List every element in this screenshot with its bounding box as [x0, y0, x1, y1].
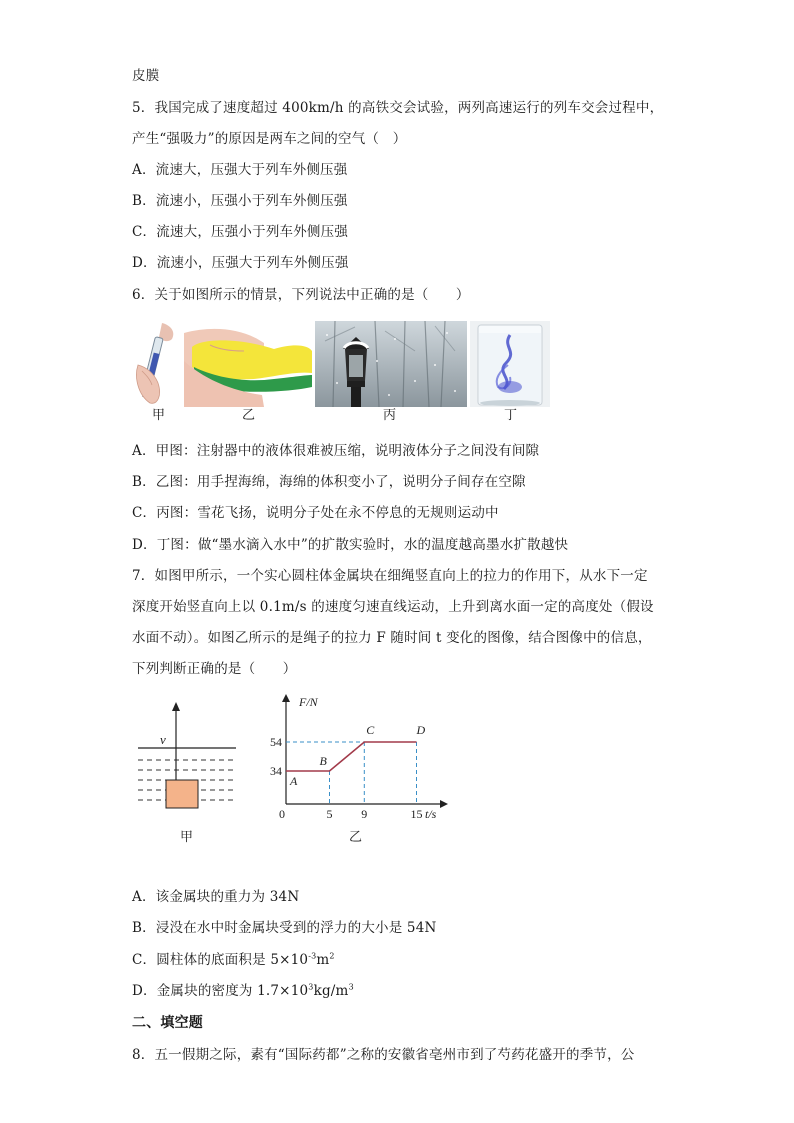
x-axis-label: t/s	[425, 807, 437, 821]
text-line: 皮膜	[132, 68, 160, 84]
question-5-option-a: A．流速大，压强大于列车外侧压强	[132, 162, 348, 178]
question-7-line-3: 水面不动）。如图乙所示的是绳子的拉力 F 随时间 t 变化的图像，结合图像中的信息，	[132, 630, 652, 646]
y-axis-arrow-icon	[282, 694, 290, 702]
option-c-text: C．圆柱体的底面积是 5×10	[132, 952, 309, 968]
force-series-line	[286, 742, 417, 771]
y-tick-label-34: 34	[270, 764, 282, 778]
option-d-unit-exponent: 3	[348, 982, 354, 992]
force-time-graph	[270, 694, 448, 844]
syringe-photo	[132, 321, 182, 407]
caption-yi-figure: 乙	[349, 829, 363, 844]
x-tick-label-5: 5	[326, 807, 333, 821]
option-d-text: D．金属块的密度为 1.7×10	[132, 983, 309, 999]
y-axis-label: F/N	[299, 695, 318, 709]
point-label-B: B	[319, 754, 327, 768]
option-d-unit: kg/m	[313, 983, 349, 999]
velocity-label: v	[160, 732, 166, 747]
question-6-photos	[132, 321, 552, 425]
question-7-option-c	[132, 950, 335, 970]
option-c-unit: m	[316, 952, 330, 968]
question-7-option-a: A．该金属块的重力为 34N	[132, 889, 300, 905]
question-8-line-1: 8．五一假期之际，素有“国际药都”之称的安徽省亳州市到了芍药花盛开的季节，公	[132, 1047, 635, 1063]
question-6-stem: 6．关于如图所示的情景，下列说法中正确的是（ ）	[132, 287, 470, 303]
point-label-A: A	[290, 774, 298, 788]
question-5-option-d: D．流速小，压强大于列车外侧压强	[132, 255, 349, 271]
x-axis-arrow-icon	[440, 800, 448, 808]
y-tick-label-54: 54	[270, 735, 282, 749]
figure-svg	[132, 690, 462, 850]
caption-bing: 丙	[383, 408, 397, 423]
x-tick-label-9: 9	[361, 807, 368, 821]
question-6-option-a: A．甲图：注射器中的液体很难被压缩，说明液体分子之间没有间隙	[132, 443, 540, 459]
point-label-D: D	[416, 723, 426, 737]
question-7-line-2: 深度开始竖直向上以 0.1m/s 的速度匀速直线运动，上升到离水面一定的高度处（假设	[132, 599, 654, 615]
question-7-figure	[132, 690, 462, 850]
water-tank-diagram	[138, 702, 236, 844]
arrow-up-icon	[172, 702, 180, 711]
caption-jia-figure: 甲	[180, 829, 194, 844]
question-5-option-c: C．流速大，压强小于列车外侧压强	[132, 224, 349, 240]
option-c-exponent: -3	[308, 951, 317, 961]
sponge-photo	[184, 321, 312, 407]
snow-lamp-photo	[315, 321, 467, 407]
caption-yi: 乙	[242, 408, 256, 423]
question-7-option-d	[132, 981, 354, 1001]
question-5-line-2: 产生“强吸力”的原因是两车之间的空气（ ）	[132, 131, 407, 147]
origin-label: 0	[279, 807, 285, 821]
section-heading-fill-in: 二、填空题	[132, 1015, 203, 1031]
question-5-option-b: B．流速小，压强小于列车外侧压强	[132, 193, 348, 209]
option-d-exponent: 3	[308, 982, 314, 992]
question-6-option-d: D．丁图：做“墨水滴入水中”的扩散实验时，水的温度越高墨水扩散越快	[132, 537, 569, 553]
caption-ding: 丁	[504, 408, 518, 423]
question-7-line-1: 7．如图甲所示，一个实心圆柱体金属块在细绳竖直向上的拉力的作用下，从水下一定	[132, 568, 648, 584]
point-label-C: C	[366, 723, 375, 737]
ink-water-photo	[470, 321, 550, 407]
caption-jia: 甲	[152, 408, 166, 423]
question-6-option-c: C．丙图：雪花飞扬，说明分子处在永不停息的无规则运动中	[132, 505, 499, 521]
metal-block	[166, 780, 198, 808]
question-7-line-4: 下列判断正确的是（ ）	[132, 661, 297, 677]
option-c-unit-exponent: 2	[329, 951, 335, 961]
question-7-option-b: B．浸没在水中时金属块受到的浮力的大小是 54N	[132, 920, 437, 936]
x-tick-label-15: 15	[410, 807, 423, 821]
question-5-line-1: 5．我国完成了速度超过 400km/h 的高铁交会试验，两列高速运行的列车交会过程中，	[132, 100, 664, 116]
question-6-option-b: B．乙图：用手捏海绵，海绵的体积变小了，说明分子间存在空隙	[132, 474, 526, 490]
